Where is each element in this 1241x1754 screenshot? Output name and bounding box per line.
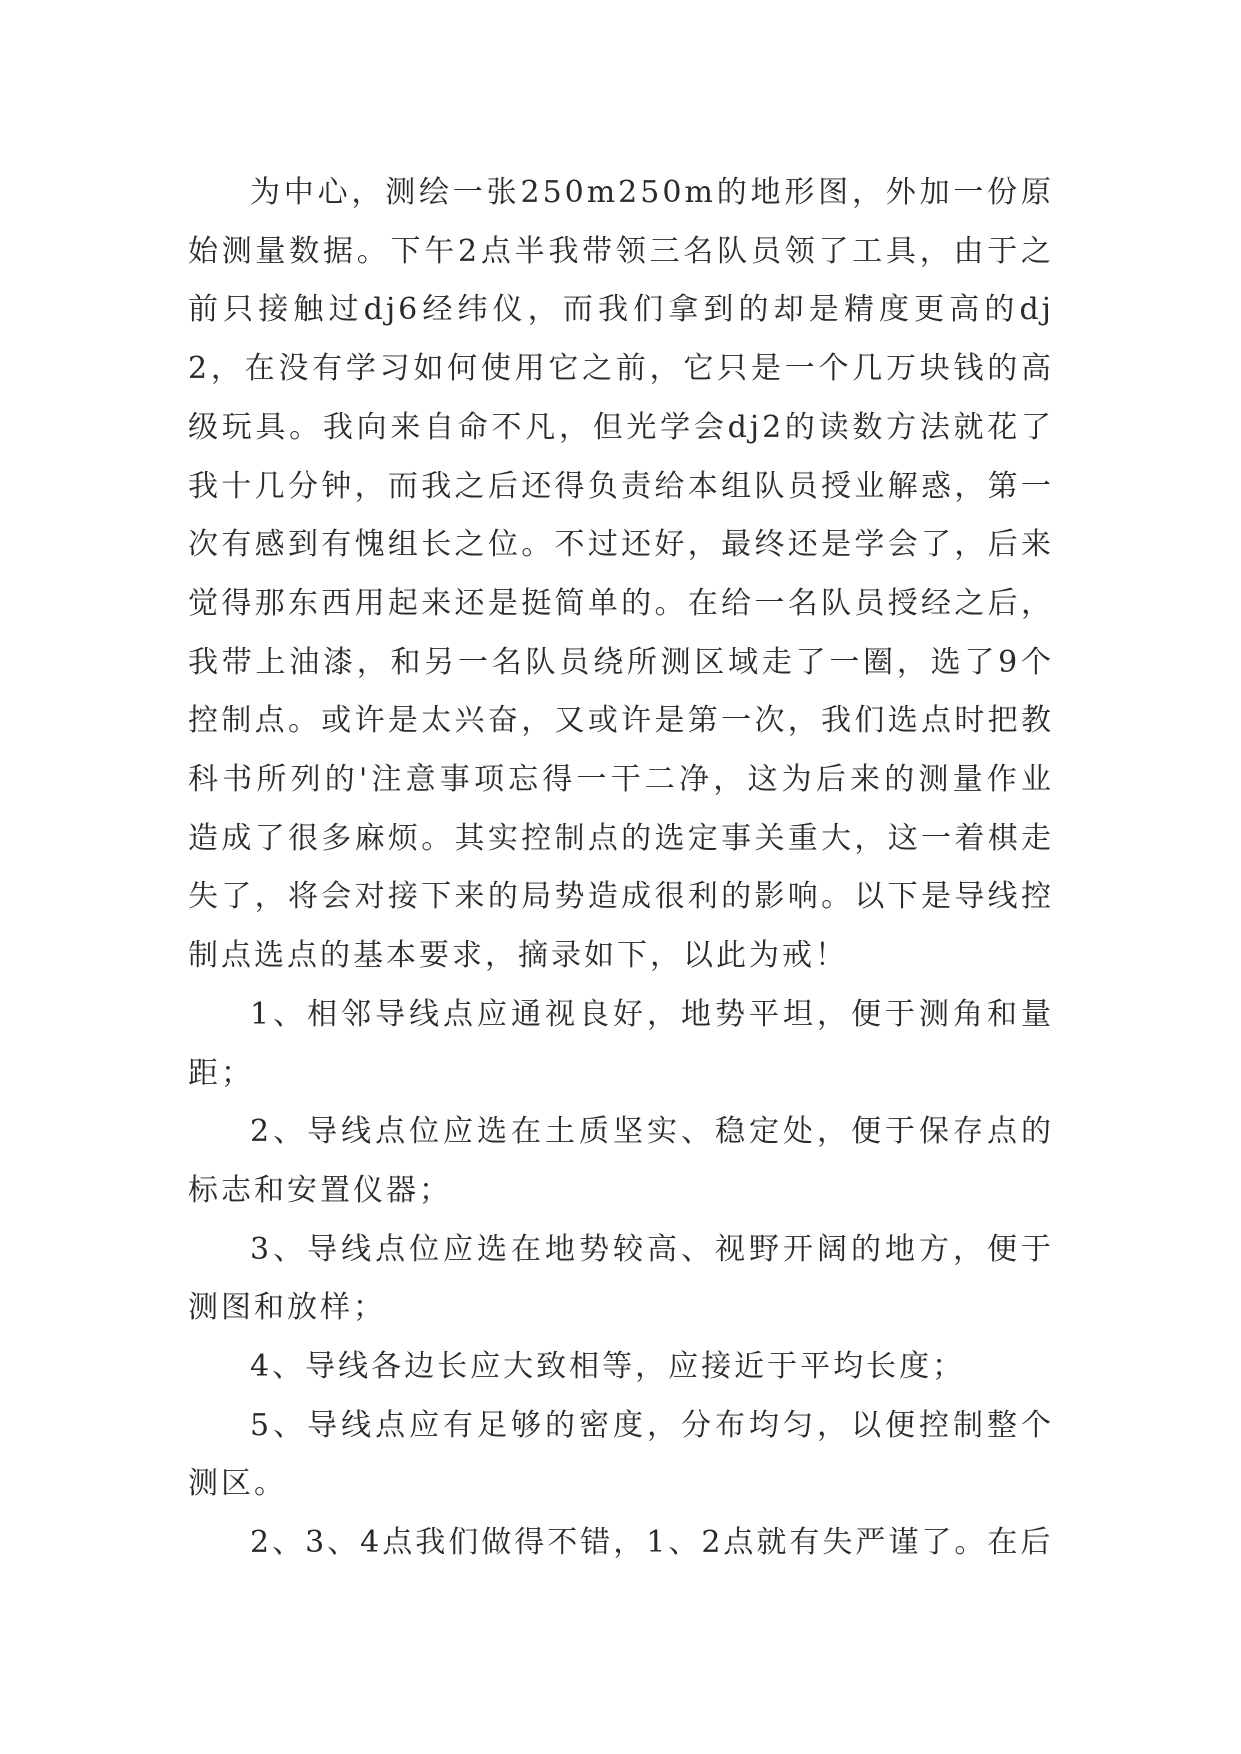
requirement-item-5: 5、导线点应有足够的密度，分布均匀，以便控制整个测区。: [188, 1407, 1054, 1502]
requirement-item-2: 2、导线点位应选在土质坚实、稳定处，便于保存点的标志和安置仪器；: [188, 1114, 1054, 1208]
closing-paragraph: 2、3、4点我们做得不错，1、2点就有失严谨了。在后: [250, 1525, 1054, 1561]
requirement-item-4: 4、导线各边长应大致相等，应接近于平均长度；: [250, 1349, 966, 1385]
requirement-item-3: 3、导线点位应选在地势较高、视野开阔的地方，便于测图和放样；: [188, 1231, 1054, 1326]
body-paragraph: 为中心，测绘一张250m250m的地形图，外加一份原始测量数据。下午2点半我带领三名队员领了工具，由于之前只接触过dj6经纬仪，而我们拿到的却是精度更高的dj2，在没有学习如何使用它之前，它只是一个几万块钱的高级玩具。我向来自命不凡，但光学会dj2的读数方法就花了我十几分钟，而我之后还得负责给本组队员授业解惑，第一次有感到有愧组长之位。不过还好，最终还是学会了，后来觉得那东西用起来还是挺简单的。在给一名队员授经之后，我带上油漆，和另一名队员绕所测区域走了一圈，选了9个控制点。或许是太兴奋，又或许是第一次，我们选点时把教科书所列的'注意事项忘得一干二净，这为后来的测量作业造成了很多麻烦。其实控制点的选定事关重大，这一着棋走失了，将会对接下来的局势造成很利的影响。以下是导线控制点选点的基本要求，摘录如下，以此为戒！: [188, 175, 1054, 974]
document-body: [188, 164, 1054, 1573]
requirement-item-1: 1、相邻导线点应通视良好，地势平坦，便于测角和量距；: [188, 996, 1054, 1091]
